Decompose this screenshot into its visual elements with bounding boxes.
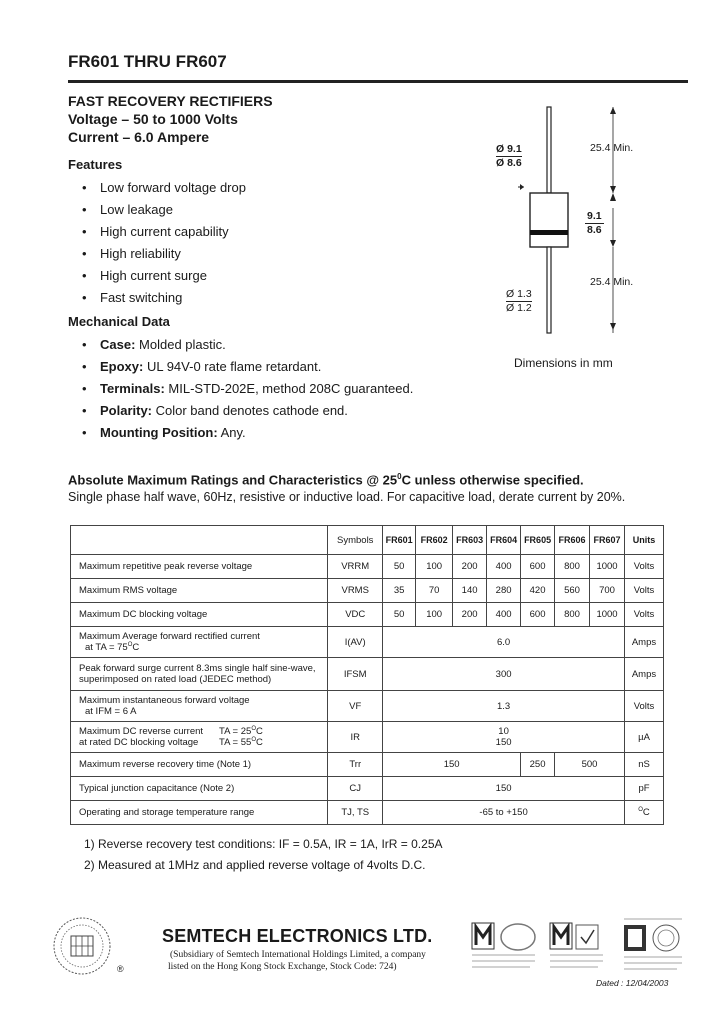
value-cell: 150 [383,777,625,801]
param-text: TA = 55 [219,737,252,749]
symbol-cell: CJ [328,777,383,801]
param-line: at IFM = 6 A [85,706,137,717]
param-line [79,737,325,748]
header-param [71,526,328,555]
unit-cell: nS [625,753,664,777]
header-device: FR606 [555,526,590,555]
value-cell: 560 [555,579,590,603]
value-cell [383,722,625,753]
value-line: 150 [495,737,512,748]
product-current: Current – 6.0 Ampere [68,129,210,145]
body-dia-max: Ø 9.1 [496,143,522,155]
header-device: FR604 [487,526,521,555]
table-row [71,722,664,753]
unit-cell: Volts [625,579,664,603]
unit-cell: Volts [625,603,664,627]
lead-dia-min: Ø 1.2 [506,302,532,314]
body-length-label [585,210,604,237]
symbol-cell: TJ, TS [328,801,383,825]
lead-dia-max: Ø 1.3 [506,288,532,300]
symbol-cell: VRMS [328,579,383,603]
symbol-cell: IFSM [328,658,383,691]
mech-value: UL 94V-0 rate flame retardant. [143,359,322,374]
value-cell: 420 [521,579,555,603]
unit-cell: Amps [625,627,664,658]
unit-sup: O [638,806,643,813]
value-cell: 280 [487,579,521,603]
value-cell: 1000 [590,555,625,579]
semtech-logo-icon [52,915,122,977]
table-row [71,658,664,691]
param-cell: Typical junction capacitance (Note 2) [71,777,328,801]
param-cell [71,691,328,722]
body-diameter-label [496,143,522,170]
value-cell: 100 [416,555,453,579]
header-device: FR607 [590,526,625,555]
ratings-title-sup: 0 [397,472,402,481]
param-cell: Maximum RMS voltage [71,579,328,603]
table-row [71,627,664,658]
param-line [79,642,325,653]
symbol-cell: Trr [328,753,383,777]
header-symbols: Symbols [328,526,383,555]
mech-value: MIL-STD-202E, method 208C guaranteed. [164,381,414,396]
company-sub-1: (Subsidiary of Semtech International Holdings Limited, a company [170,950,426,960]
list-item: • High current capability [82,221,246,243]
value-cell: 400 [487,555,521,579]
mechanical-heading: Mechanical Data [68,314,170,329]
param-line: Maximum instantaneous forward voltage [79,695,250,706]
unit-text: C [642,807,650,819]
company-sub-2: listed on the Hong Kong Stock Exchange, Stock Code: 724) [168,962,397,972]
company-name: SEMTECH ELECTRONICS LTD. [162,926,433,946]
value-cell: 50 [383,603,416,627]
param-text: C [132,642,140,654]
param-text: at TA = 75 [85,642,128,654]
list-item [82,334,413,356]
list-item: • Low forward voltage drop [82,177,246,199]
mech-label: Mounting Position: [100,425,218,440]
param-line [79,726,325,737]
param-cell: Maximum reverse recovery time (Note 1) [71,753,328,777]
list-item [82,356,413,378]
param-text: TA = 25 [219,726,252,737]
features-list [82,177,246,309]
table-row [71,801,664,825]
table-row [71,753,664,777]
mech-label: Polarity: [100,403,153,418]
value-cell: 150 [383,753,521,777]
param-text: C [255,737,263,749]
ratings-title-prefix: Absolute Maximum Ratings and Characteristics @ 25 [68,472,398,488]
page-title: FR601 THRU FR607 [68,52,227,71]
table-row [71,603,664,627]
moody-quality-certification-icon [548,915,606,973]
list-item: • High reliability [82,243,246,265]
value-cell: 600 [521,603,555,627]
iso-certification-icon [622,915,686,973]
mech-label: Terminals: [100,381,165,396]
param-line: Peak forward surge current 8.3ms single half sine-wave, [79,663,316,674]
mech-label: Case: [100,337,136,352]
param-line: superimposed on rated load (JEDEC method) [79,674,272,685]
param-cell: Maximum repetitive peak reverse voltage [71,555,328,579]
value-cell: 1000 [590,603,625,627]
body-dia-min: Ø 8.6 [496,157,522,169]
list-item: • Low leakage [82,199,246,221]
list-item [82,378,413,400]
mech-value: Any. [217,425,246,440]
param-cell [71,627,328,658]
header-device: FR602 [416,526,453,555]
table-row [71,579,664,603]
table-row [71,691,664,722]
value-cell: 700 [590,579,625,603]
param-text: C [255,726,263,737]
table-row [71,555,664,579]
value-cell: 6.0 [383,627,625,658]
note-1: 1) Reverse recovery test conditions: IF = 0.5A, IR = 1A, IrR = 0.25A [84,837,443,851]
registered-mark: ® [117,964,124,974]
ratings-subtitle: Single phase half wave, 60Hz, resistive or inductive load. For capacitive load, derate current by 20%. [68,490,626,504]
value-cell: 500 [555,753,625,777]
param-line: Maximum Average forward rectified current [79,630,260,642]
value-cell: 200 [453,603,487,627]
value-cell: 400 [487,603,521,627]
product-heading: FAST RECOVERY RECTIFIERS [68,93,273,109]
header-device: FR601 [383,526,416,555]
mech-value: Color band denotes cathode end. [152,403,348,418]
param-text: Maximum DC reverse current [79,726,204,737]
value-cell: 1.3 [383,691,625,722]
table-header-row [71,526,664,555]
param-text: at rated DC blocking voltage [79,737,199,749]
unit-cell: pF [625,777,664,801]
body-len-min: 8.6 [587,224,602,236]
value-cell: 100 [416,603,453,627]
table-row [71,777,664,801]
list-item [82,400,413,422]
header-device: FR605 [521,526,555,555]
symbol-cell: VDC [328,603,383,627]
value-cell: 200 [453,555,487,579]
value-cell: 250 [521,753,555,777]
header-device: FR603 [453,526,487,555]
dated-label: Dated : 12/04/2003 [596,978,669,988]
value-cell: 300 [383,658,625,691]
symbol-cell: VF [328,691,383,722]
unit-cell [625,801,664,825]
mech-value: Molded plastic. [135,337,226,352]
value-cell: 600 [521,555,555,579]
list-item [82,422,413,444]
lead-length-bottom-label: 25.4 Min. [590,276,634,288]
moody-zert-certification-icon [470,915,540,973]
param-sup: O [127,641,133,648]
diagram-caption: Dimensions in mm [514,356,613,370]
symbol-cell: VRRM [328,555,383,579]
note-2: 2) Measured at 1MHz and applied reverse voltage of 4volts D.C. [84,858,426,872]
symbol-cell: IR [328,722,383,753]
list-item: • Fast switching [82,287,246,309]
lead-diameter-label [506,288,532,315]
ratings-table [70,525,664,825]
unit-cell: Amps [625,658,664,691]
unit-cell: Volts [625,691,664,722]
symbol-cell: I(AV) [328,627,383,658]
param-cell [71,722,328,753]
features-heading: Features [68,157,123,172]
param-cell: Operating and storage temperature range [71,801,328,825]
value-cell: 50 [383,555,416,579]
product-voltage: Voltage – 50 to 1000 Volts [68,111,238,127]
body-len-max: 9.1 [587,210,602,222]
value-cell: 800 [555,555,590,579]
title-rule [68,80,688,83]
unit-cell: µA [625,722,664,753]
value-cell: 140 [453,579,487,603]
unit-cell: Volts [625,555,664,579]
param-sup: O [251,725,256,732]
ratings-title-suffix: C unless otherwise specified. [401,472,584,488]
mechanical-list [82,334,413,444]
header-units: Units [625,526,664,555]
value-cell: -65 to +150 [383,801,625,825]
value-cell: 70 [416,579,453,603]
mech-label: Epoxy: [100,359,144,374]
list-item: • High current surge [82,265,246,287]
param-sup: O [251,737,256,743]
lead-length-top-label: 25.4 Min. [590,142,634,154]
param-cell: Maximum DC blocking voltage [71,603,328,627]
value-line: 10 [498,726,509,737]
param-cell [71,658,328,691]
value-cell: 35 [383,579,416,603]
value-cell: 800 [555,603,590,627]
ratings-title [68,472,584,487]
